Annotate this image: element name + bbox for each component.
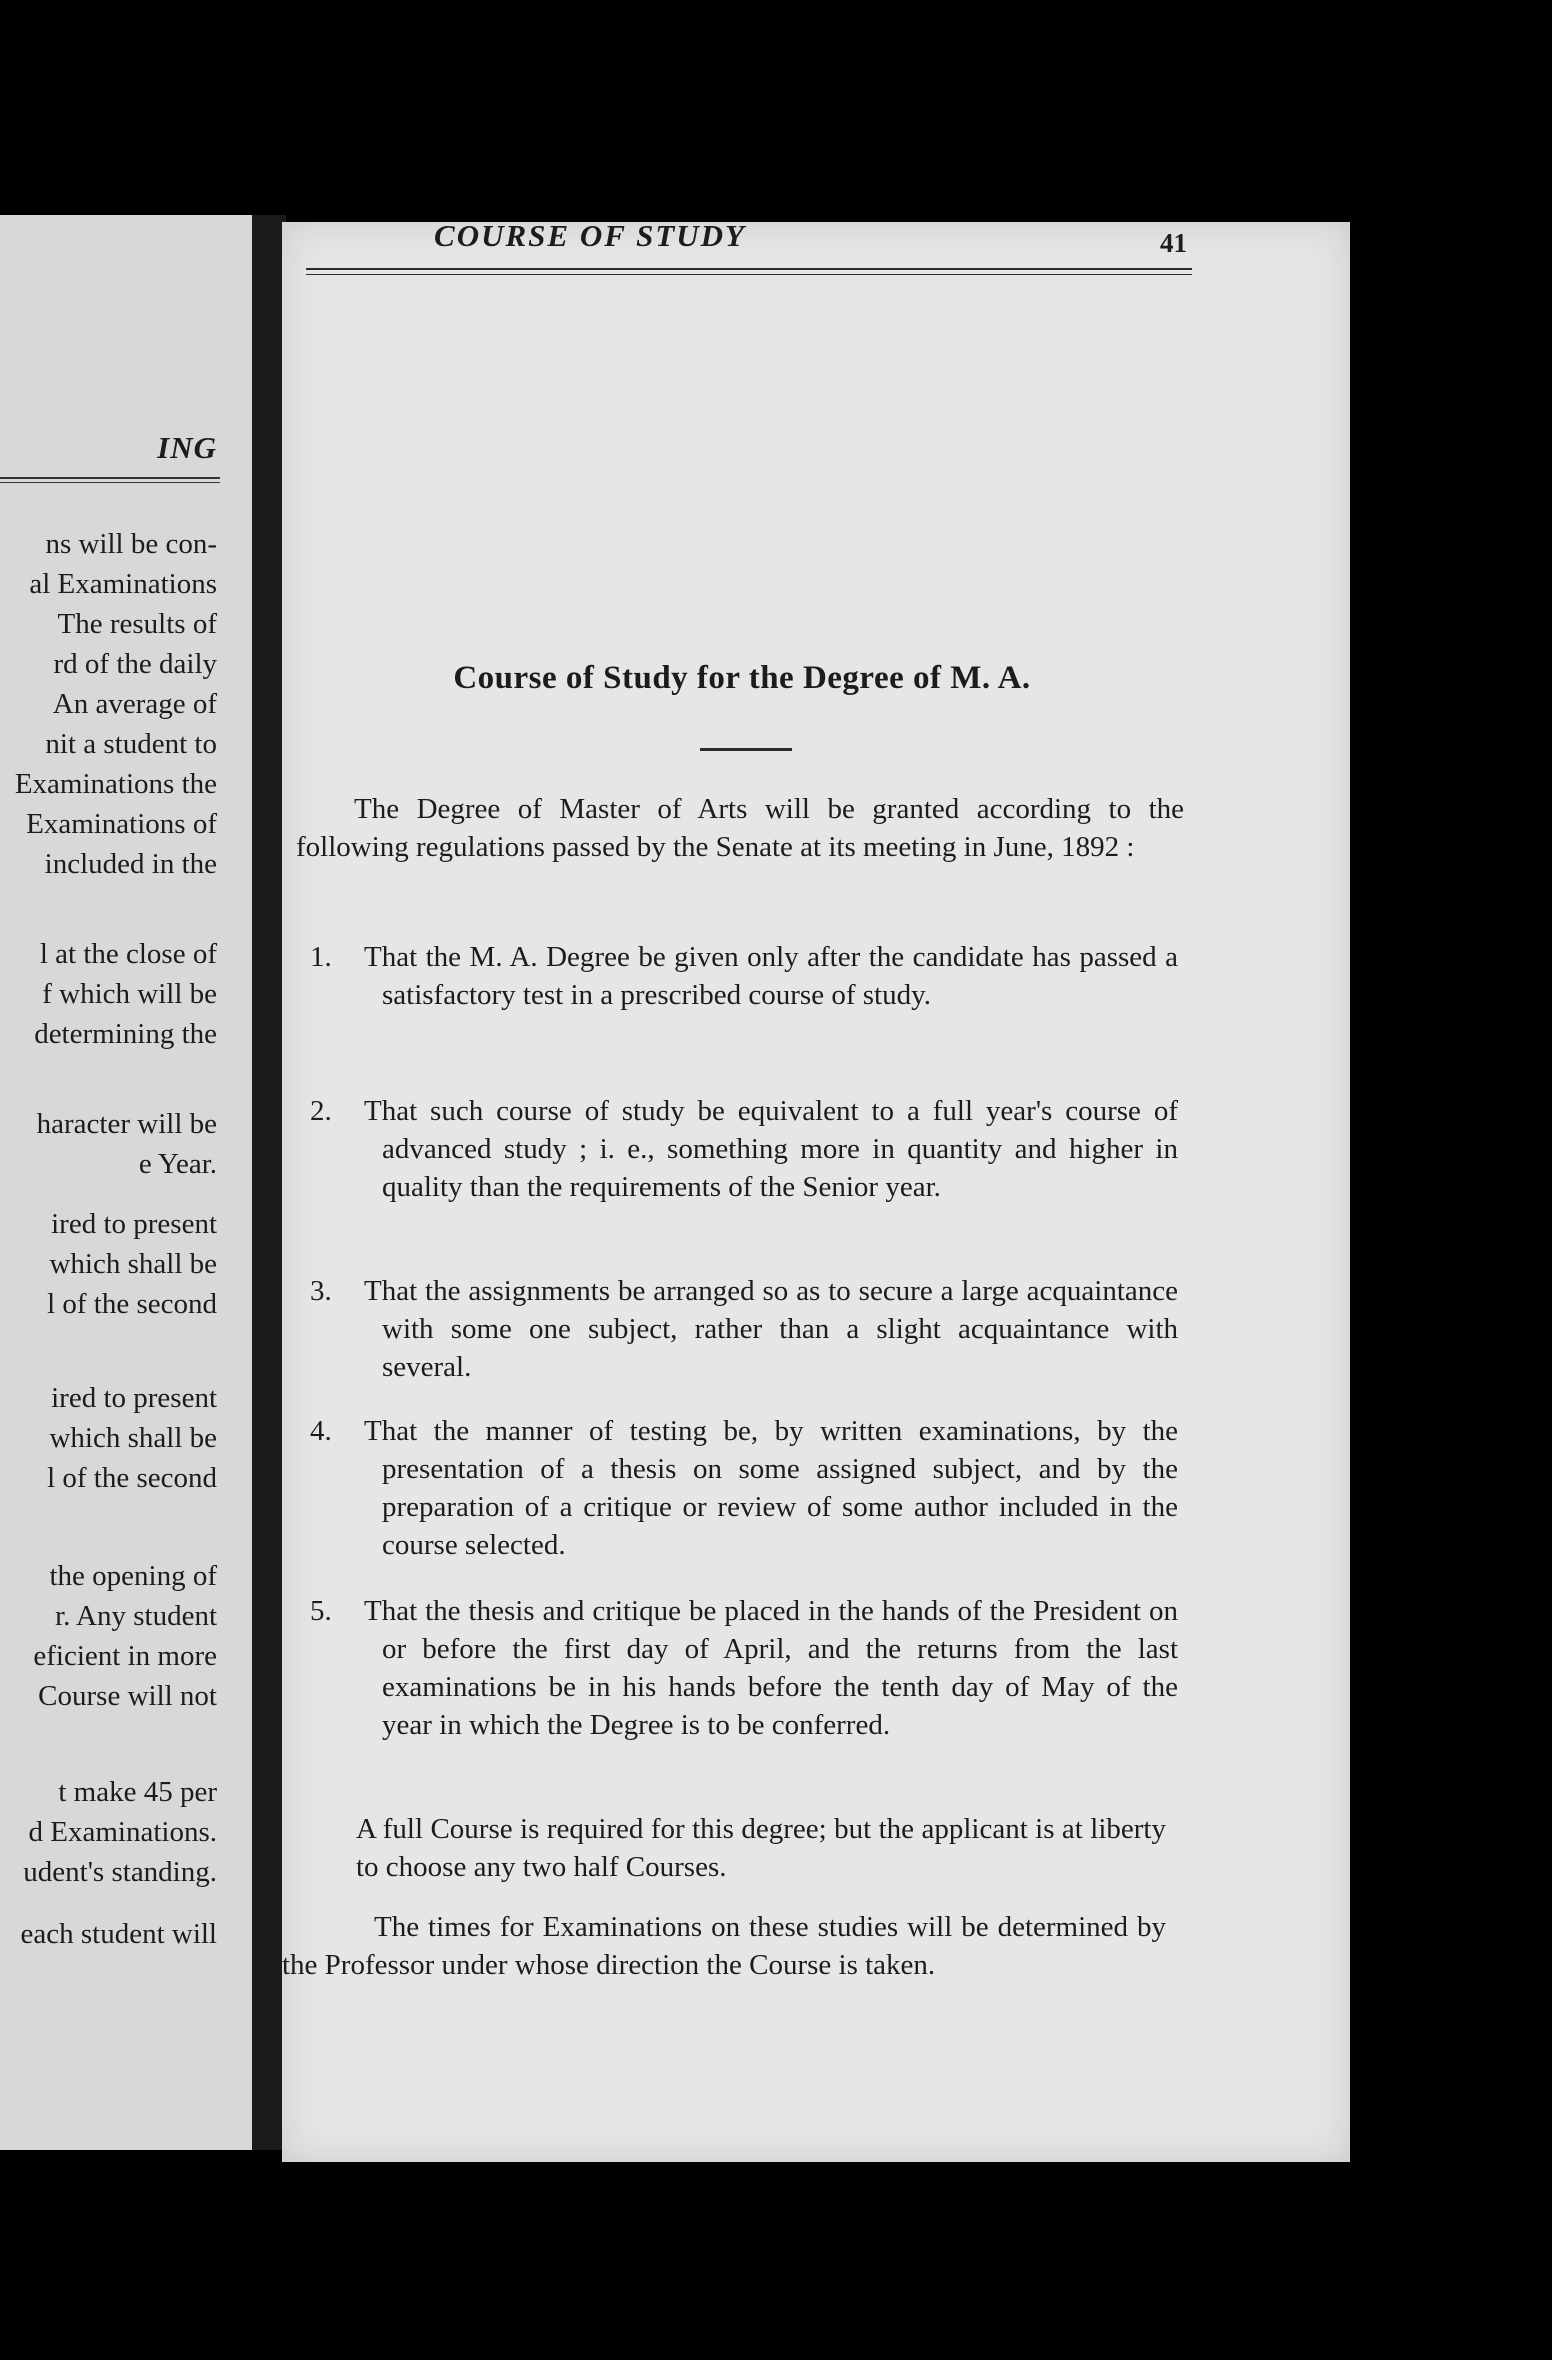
left-header-rule (0, 477, 220, 483)
left-page-line: r. Any student (55, 1600, 217, 1632)
regulation-item (310, 1092, 1178, 1206)
running-head: COURSE OF STUDY (434, 218, 746, 253)
left-page-line: f which will be (42, 978, 217, 1010)
left-page-line: eficient in more (33, 1640, 217, 1672)
left-page-line: included in the (44, 848, 217, 880)
left-page-line: rd of the daily (53, 648, 217, 680)
left-page-line: d Examinations. (28, 1816, 217, 1848)
regulation-item (310, 938, 1178, 1014)
header-rule (306, 268, 1192, 275)
left-page-line: l at the close of (39, 938, 217, 970)
left-page-line: e Year. (138, 1148, 217, 1180)
left-page-line: Examinations of (26, 808, 217, 840)
left-page-line: ired to present (51, 1382, 217, 1414)
left-page (0, 215, 265, 2150)
regulation-text: That the thesis and critique be placed in the hands of the President on or before the first day of April, and the returns from the last examinations be in his hands before the tenth day of May of the year in which the Degree is to be conferred. (364, 1595, 1178, 1741)
regulation-item (310, 1412, 1178, 1564)
left-page-line: t make 45 per (58, 1776, 217, 1808)
regulation-number: 3. (310, 1275, 332, 1307)
section-title: Course of Study for the Degree of M. A. (453, 660, 1031, 696)
left-page-line: An average of (52, 688, 217, 720)
left-page-line: l of the second (47, 1462, 217, 1494)
left-page-line: each student will (20, 1918, 217, 1950)
regulation-text: That the assignments be arranged so as to secure a large acquaintance with some one subject, rather than a slight acquaintance with several. (364, 1275, 1178, 1383)
regulation-item (310, 1272, 1178, 1386)
left-page-line: al Examinations (29, 568, 217, 600)
book-gutter (252, 215, 286, 2150)
left-page-line: Examinations the (14, 768, 217, 800)
regulation-number: 4. (310, 1415, 332, 1447)
left-page-line: nit a student to (45, 728, 217, 760)
left-page-line: which shall be (49, 1422, 217, 1454)
left-page-header: ING (157, 430, 217, 465)
intro-paragraph: The Degree of Master of Arts will be granted according to the following regulations passed by the Senate at its meeting in June, 1892 : (296, 793, 1184, 863)
left-page-line: Course will not (38, 1680, 217, 1712)
regulation-text: That the M. A. Degree be given only after the candidate has passed a satisfactory test in a prescribed course of study. (364, 941, 1178, 1011)
regulation-number: 2. (310, 1095, 332, 1127)
regulation-number: 1. (310, 941, 332, 973)
left-page-line: The results of (57, 608, 217, 640)
title-rule (700, 748, 792, 751)
left-page-line: determining the (34, 1018, 217, 1050)
left-page-line: haracter will be (36, 1108, 217, 1140)
left-page-line: ns will be con- (45, 528, 217, 560)
left-page-line: l of the second (47, 1288, 217, 1320)
left-page-line: udent's standing. (23, 1856, 217, 1888)
closing-paragraph: A full Course is required for this degree; but the applicant is at liberty to choose any two half Courses. (356, 1813, 1166, 1883)
regulation-text: That such course of study be equivalent to a full year's course of advanced study ; i. e., something more in quantity and higher in quality than the requirements of the Senior year. (364, 1095, 1178, 1203)
closing-paragraph: The times for Examinations on these studies will be determined by the Professor under whose direction the Course is taken. (282, 1911, 1166, 1981)
page-number: 41 (1160, 228, 1187, 258)
left-page-line: which shall be (49, 1248, 217, 1280)
left-page-line: ired to present (51, 1208, 217, 1240)
regulation-item (310, 1592, 1178, 1744)
left-page-line: the opening of (49, 1560, 217, 1592)
regulation-number: 5. (310, 1595, 332, 1627)
regulation-text: That the manner of testing be, by written examinations, by the presentation of a thesis on some assigned subject, and by the preparation of a critique or review of some author included in the course selected. (364, 1415, 1178, 1561)
